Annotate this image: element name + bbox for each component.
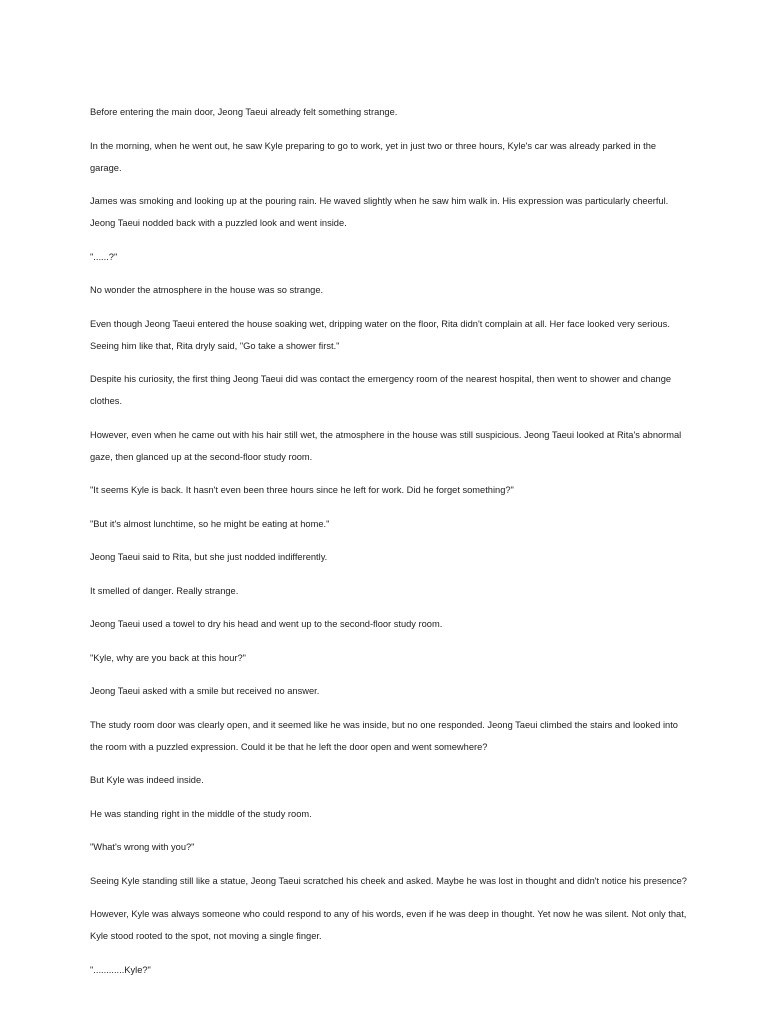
paragraph: Jeong Taeui asked with a smile but received no answer.	[90, 686, 320, 696]
paragraph: "............Kyle?"	[90, 964, 151, 975]
paragraph: However, even when he came out with his hair still wet, the atmosphere in the house was still suspicious. Jeong Taeui looked at Rita's abnormal gaze, then glanced up at the second-floor study room.	[90, 429, 682, 462]
paragraph: Even though Jeong Taeui entered the house soaking wet, dripping water on the floor, Rita didn't complain at all. Her face looked very serious. Seeing him like that, Rita dryly said, "Go take a shower first."	[90, 318, 670, 351]
paragraph: Jeong Taeui said to Rita, but she just nodded indifferently.	[90, 552, 328, 562]
paragraph: But Kyle was indeed inside.	[90, 775, 204, 785]
paragraph: Despite his curiosity, the first thing Jeong Taeui did was contact the emergency room of the nearest hospital, then went to shower and change clothes.	[90, 374, 672, 406]
paragraph: In the morning, when he went out, he saw Kyle preparing to go to work, yet in just two or three hours, Kyle's car was already parked in the garage.	[90, 140, 657, 173]
paragraph: "But it's almost lunchtime, so he might be eating at home."	[90, 518, 330, 529]
paragraph: The study room door was clearly open, and it seemed like he was inside, but no one responded. Jeong Taeui climbed the stairs and looked into the room with a puzzled expression. Could it be that he left the door open and went somewhere?	[90, 719, 678, 752]
story-text	[90, 101, 690, 992]
paragraph: "Kyle, why are you back at this hour?"	[90, 652, 246, 663]
paragraph: "What's wrong with you?"	[90, 842, 195, 852]
paragraph: Jeong Taeui used a towel to dry his head and went up to the second-floor study room.	[90, 619, 443, 629]
paragraph: It smelled of danger. Really strange.	[90, 585, 239, 596]
paragraph: "It seems Kyle is back. It hasn't even been three hours since he left for work. Did he forget something?"	[90, 485, 514, 495]
paragraph: No wonder the atmosphere in the house was so strange.	[90, 285, 324, 295]
paragraph: James was smoking and looking up at the pouring rain. He waved slightly when he saw him walk in. His expression was particularly cheerful. Jeong Taeui nodded back with a puzzled look and went inside.	[90, 196, 669, 228]
paragraph: However, Kyle was always someone who could respond to any of his words, even if he was deep in thought. Yet now he was silent. Not only that, Kyle stood rooted to the spot, not moving a single finger.	[90, 909, 687, 941]
paragraph: Seeing Kyle standing still like a statue, Jeong Taeui scratched his cheek and asked. Maybe he was lost in thought and didn't notice his presence?	[90, 875, 687, 886]
paragraph: Before entering the main door, Jeong Taeui already felt something strange.	[90, 107, 398, 117]
paragraph: He was standing right in the middle of the study room.	[90, 808, 312, 819]
paragraph: "......?"	[90, 251, 118, 262]
